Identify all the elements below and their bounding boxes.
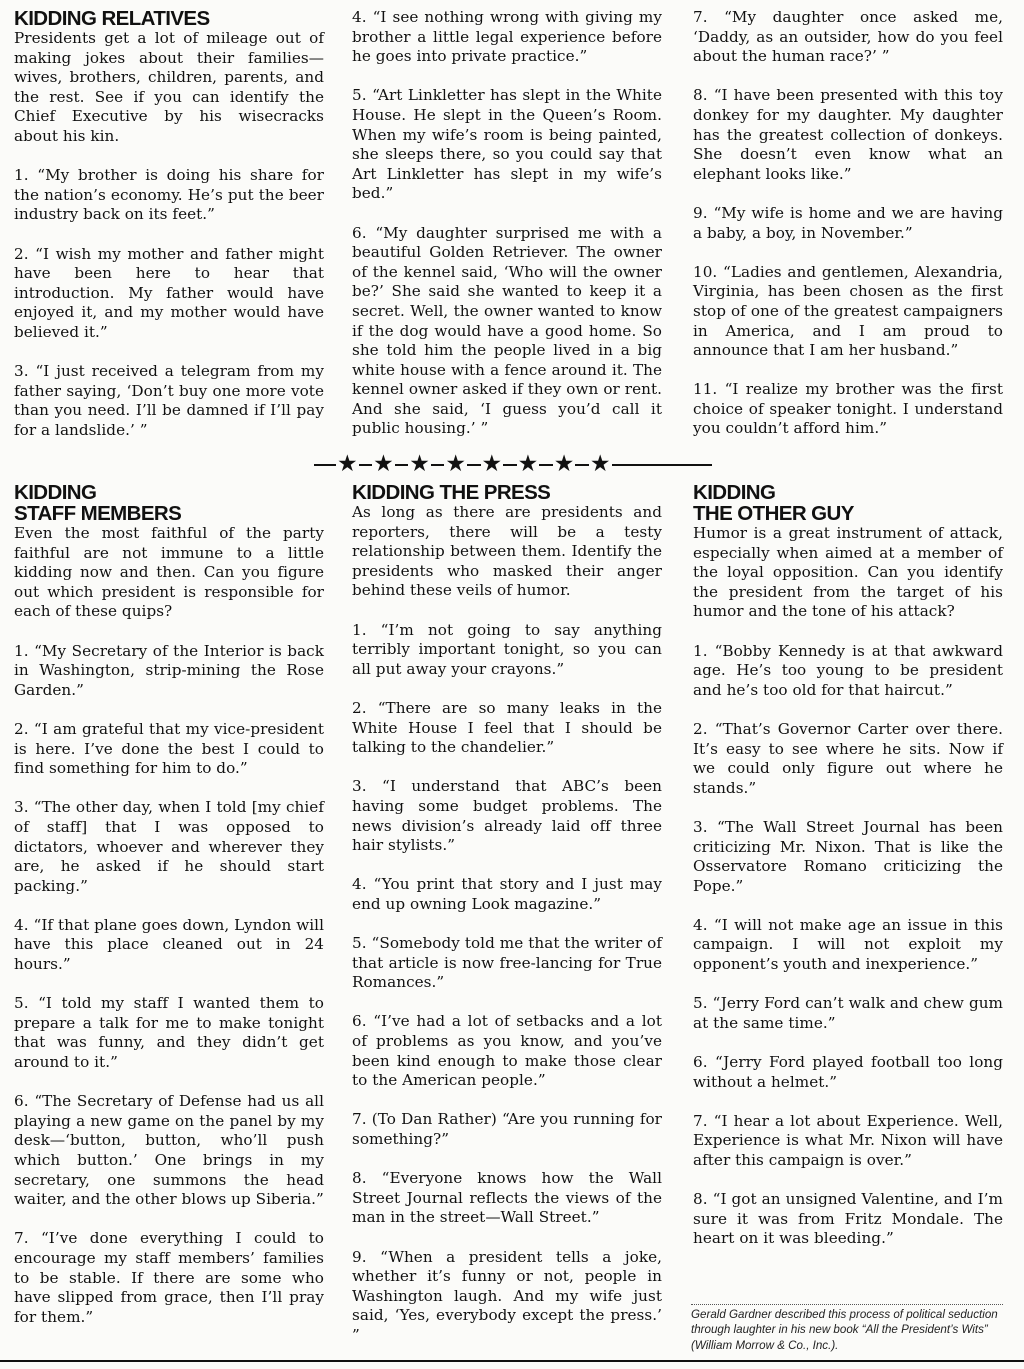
press-quote-9: 9. “When a president tells a joke, whether it’s funny or not, people in Washington laugh. And my wife just said, ‘Yes, everybody except the press.’ ” <box>352 1247 662 1344</box>
relatives-column-3 <box>693 8 1003 459</box>
other-guy-quote-8: 8. “I got an unsigned Valentine, and I’m sure it was from Fritz Mondale. The heart on it was bleeding.” <box>693 1190 1003 1248</box>
press-quote-4: 4. “You print that story and I just may end up owning Look magazine.” <box>352 875 662 913</box>
press-quote-7: 7. (To Dan Rather) “Are you running for something?” <box>352 1110 662 1148</box>
star-icon: ★ <box>409 451 430 477</box>
staff-intro: Even the most faithful of the party faithful are not immune to a little kidding now and then. Can you figure out which president is responsible for each of these quips? <box>14 524 324 621</box>
book-credit: Gerald Gardner described this process of political seduction through laughter in his new book “All the President’s Wits” (William Morrow & Co., Inc.). <box>691 1304 1003 1353</box>
relatives-quote-1: 1. “My brother is doing his share for the nation’s economy. He’s put the beer industry back on its feet.” <box>14 166 324 224</box>
relatives-column-2 <box>352 8 662 459</box>
relatives-intro: Presidents get a lot of mileage out of making jokes about their families—wives, brothers, children, parents, and the rest. See if you can identify the Chief Executive by his wisecracks about his kin. <box>14 29 324 145</box>
press-quote-5: 5. “Somebody told me that the writer of that article is now free-lancing for True Romances.” <box>352 934 662 992</box>
staff-heading: KIDDING STAFF MEMBERS <box>14 481 182 525</box>
other-guy-quote-4: 4. “I will not make age an issue in this campaign. I will not exploit my opponent’s youth and inexperience.” <box>693 915 1003 974</box>
relatives-quote-5: 5. “Art Linkletter has slept in the White House. He slept in the Queen’s Room. When my wife’s room is being painted, she sleeps there, so you could say that Art Linkletter has slept in my wife’s bed.” <box>352 86 662 203</box>
press-quote-3: 3. “I understand that ABC’s been having some budget problems. The news division’s already laid off three hair stylists.” <box>352 777 662 855</box>
press-heading: KIDDING THE PRESS <box>352 481 551 504</box>
relatives-quote-4: 4. “I see nothing wrong with giving my brother a little legal experience before he goes into private practice.” <box>352 8 662 66</box>
star-divider <box>314 451 712 477</box>
press-quote-1: 1. “I’m not going to say anything terribly important tonight, so you can all put away your crayons.” <box>352 620 662 678</box>
relatives-quote-8: 8. “I have been presented with this toy donkey for my daughter. My daughter has the greatest collection of donkeys. She doesn’t even know what an elephant looks like.” <box>693 86 1003 183</box>
other-guy-intro: Humor is a great instrument of attack, especially when aimed at a member of the loyal opposition. Can you identify the president from the target of his humor and the tone of his attack? <box>693 524 1003 621</box>
staff-quote-7: 7. “I’ve done everything I could to encourage my staff members’ families to be stable. If there are some who have slipped from grace, then I’ll pray for them.” <box>14 1229 324 1326</box>
staff-section <box>14 482 324 1347</box>
staff-quote-2: 2. “I am grateful that my vice-president is here. I’ve done the best I could to find something for him to do.” <box>14 719 324 778</box>
star-icon: ★ <box>589 451 611 477</box>
staff-quote-6: 6. “The Secretary of Defense had us all playing a new game on the panel by my desk—‘button, button, who’ll push which button.’ One brings in my secretary, one summons the head waiter, and the other blows up Siberia.” <box>14 1092 324 1209</box>
relatives-column-1 <box>14 8 324 460</box>
other-guy-quote-7: 7. “I hear a lot about Experience. Well, Experience is what Mr. Nixon will have after this campaign is over.” <box>693 1111 1003 1169</box>
press-section <box>352 482 662 1365</box>
other-guy-section <box>693 482 1003 1269</box>
press-quote-6: 6. “I’ve had a lot of setbacks and a lot of problems as you know, and you’ve been kind enough to make those clear to the American people.” <box>352 1012 662 1090</box>
staff-quote-4: 4. “If that plane goes down, Lyndon will have this place cleaned out in 24 hours.” <box>14 915 324 974</box>
star-icon: ★ <box>517 451 539 477</box>
other-guy-quote-5: 5. “Jerry Ford can’t walk and chew gum at the same time.” <box>693 994 1003 1032</box>
relatives-quote-7: 7. “My daughter once asked me, ‘Daddy, as an outsider, how do you feel about the human race?’ ” <box>693 8 1003 66</box>
press-quote-8: 8. “Everyone knows how the Wall Street Journal reflects the views of the man in the street—Wall Street.” <box>352 1169 662 1227</box>
other-guy-quote-3: 3. “The Wall Street Journal has been criticizing Mr. Nixon. That is like the Osservatore Romano criticizing the Pope.” <box>693 817 1003 895</box>
divider-stars <box>336 451 612 477</box>
staff-quote-1: 1. “My Secretary of the Interior is back in Washington, strip-mining the Rose Garden.” <box>14 641 324 699</box>
staff-quote-5: 5. “I told my staff I wanted them to prepare a talk for me to make tonight that was funny, and they didn’t get around to it.” <box>14 994 324 1072</box>
star-icon: ★ <box>373 451 394 477</box>
star-icon: ★ <box>445 451 466 477</box>
relatives-quote-2: 2. “I wish my mother and father might have been here to hear that introduction. My father would have enjoyed it, and my mother would have believed it.” <box>14 244 324 341</box>
star-icon: ★ <box>553 451 575 477</box>
relatives-heading: KIDDING RELATIVES <box>14 7 210 30</box>
staff-quote-3: 3. “The other day, when I told [my chief of staff] that I was opposed to dictators, whoever and wherever they are, he asked if he should start packing.” <box>14 798 324 895</box>
other-guy-quote-6: 6. “Jerry Ford played football too long without a helmet.” <box>693 1053 1003 1091</box>
bottom-rule <box>0 1360 1024 1362</box>
press-quote-2: 2. “There are so many leaks in the White House I feel that I should be talking to the chandelier.” <box>352 698 662 757</box>
relatives-quote-11: 11. “I realize my brother was the first choice of speaker tonight. I understand you couldn’t afford him.” <box>693 380 1003 438</box>
relatives-quote-9: 9. “My wife is home and we are having a baby, a boy, in November.” <box>693 203 1003 242</box>
other-guy-heading: KIDDING THE OTHER GUY <box>693 481 854 525</box>
relatives-quote-3: 3. “I just received a telegram from my father saying, ‘Don’t buy one more vote than you need. I’ll be damned if I’ll pay for a landslide.’ ” <box>14 362 324 439</box>
star-icon: ★ <box>337 451 358 477</box>
relatives-quote-6: 6. “My daughter surprised me with a beautiful Golden Retriever. The owner of the kennel said, ‘Who will the owner be?’ She said she wanted to keep it a secret. Well, the owner wanted to know if the dog would have a good home. So she told him the people lived in a big white house with a fence around it. The kennel owner asked if they own or rent. And she said, ‘I guess you’d call it public housing.’ ” <box>352 223 662 438</box>
relatives-quote-10: 10. “Ladies and gentlemen, Alexandria, Virginia, has been chosen as the first stop of one of the greatest campaigners in America, and I am proud to announce that I am her husband.” <box>693 262 1003 360</box>
press-intro: As long as there are presidents and reporters, there will be a testy relationship between them. Identify the presidents who masked their anger behind these veils of humor. <box>352 503 662 600</box>
other-guy-quote-2: 2. “That’s Governor Carter over there. It’s easy to see where he sits. Now if we could only figure out where he stands.” <box>693 719 1003 797</box>
other-guy-quote-1: 1. “Bobby Kennedy is at that awkward age. He’s too young to be president and he’s too old for that haircut.” <box>693 641 1003 699</box>
star-icon: ★ <box>481 451 503 477</box>
